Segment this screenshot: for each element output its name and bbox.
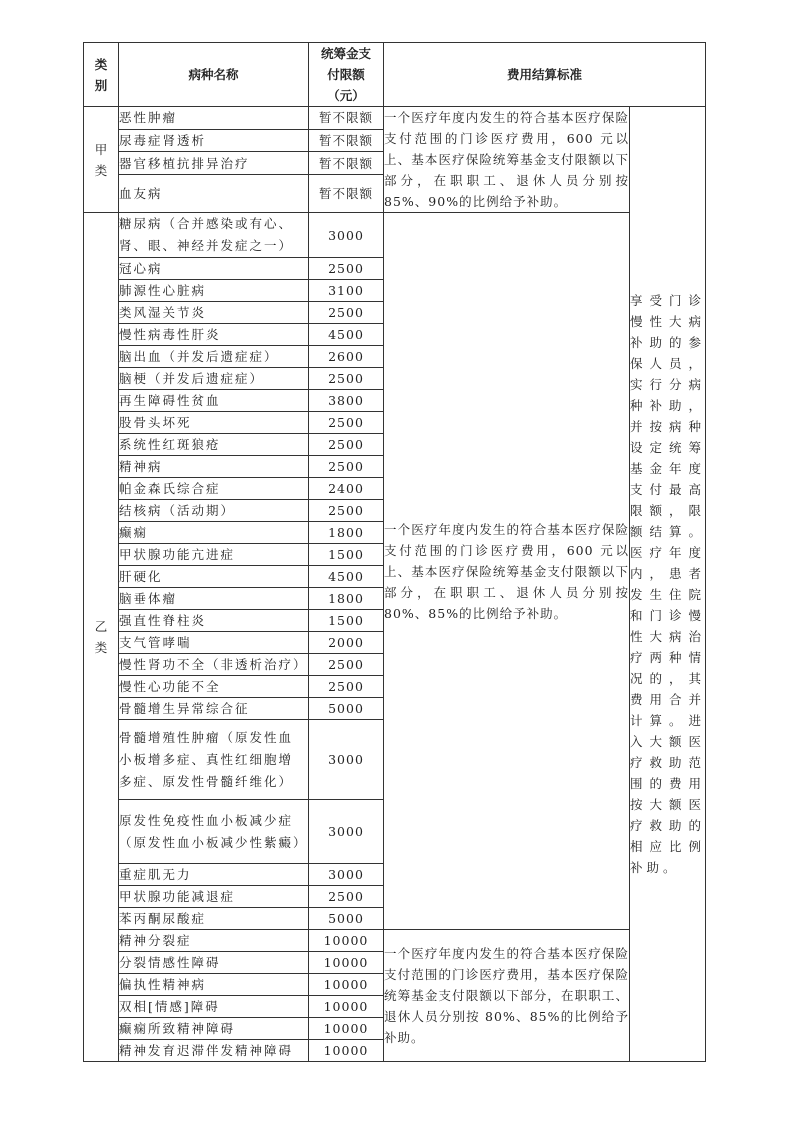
disease-name: 癫痫所致精神障碍 [119,1018,309,1040]
payment-limit: 2500 [309,500,384,522]
disease-name: 脑出血（并发后遗症症） [119,346,309,368]
disease-name: 类风湿关节炎 [119,302,309,324]
disease-name: 精神发育迟滞伴发精神障碍 [119,1040,309,1062]
disease-name: 慢性心功能不全 [119,676,309,698]
table-row [84,213,706,258]
payment-limit: 2500 [309,456,384,478]
header-disease-name: 病种名称 [119,43,309,107]
payment-limit: 1800 [309,588,384,610]
payment-limit: 10000 [309,996,384,1018]
disease-name: 甲状腺功能亢进症 [119,544,309,566]
payment-limit: 10000 [309,930,384,952]
payment-limit: 1500 [309,544,384,566]
disease-name: 骨髓增殖性肿瘤（原发性血小板增多症、真性红细胞增多症、原发性骨髓纤维化） [119,720,309,800]
disease-name: 脑梗（并发后遗症症） [119,368,309,390]
payment-limit: 10000 [309,1018,384,1040]
disease-name: 慢性肾功不全（非透析治疗） [119,654,309,676]
disease-name: 股骨头坏死 [119,412,309,434]
disease-name: 恶性肿瘤 [119,107,309,130]
disease-name: 原发性免疫性血小板减少症（原发性血小板减少性紫癜） [119,800,309,864]
disease-name: 糖尿病（合并感染或有心、肾、眼、神经并发症之一） [119,213,309,258]
payment-limit: 4500 [309,324,384,346]
header-limit: 统筹金支付限额（元） [309,43,384,107]
payment-limit: 2400 [309,478,384,500]
payment-limit: 2600 [309,346,384,368]
payment-limit: 3800 [309,390,384,412]
table-row [84,930,706,952]
disease-name: 再生障碍性贫血 [119,390,309,412]
payment-limit: 1500 [309,610,384,632]
payment-limit: 3000 [309,213,384,258]
disease-name: 精神病 [119,456,309,478]
payment-limit: 2500 [309,368,384,390]
disease-name: 肺源性心脏病 [119,280,309,302]
disease-name: 苯丙酮尿酸症 [119,908,309,930]
disease-name: 双相[情感]障碍 [119,996,309,1018]
payment-limit: 10000 [309,952,384,974]
payment-limit: 暂不限额 [309,174,384,212]
payment-limit: 2500 [309,412,384,434]
category-cell: 甲类 [84,107,119,213]
settlement-standard: 一个医疗年度内发生的符合基本医疗保险支付范围的门诊医疗费用，600 元以上、基本医疗保险统筹基金支付限额以下部分，在职职工、退休人员分别按85%、90%的比例给予补助。 [384,107,630,213]
payment-limit: 暂不限额 [309,152,384,175]
payment-limit: 10000 [309,974,384,996]
disease-name: 慢性病毒性肝炎 [119,324,309,346]
payment-limit: 2500 [309,258,384,280]
disease-name: 偏执性精神病 [119,974,309,996]
disease-name: 冠心病 [119,258,309,280]
payment-limit: 3000 [309,720,384,800]
disease-name: 脑垂体瘤 [119,588,309,610]
disease-name: 重症肌无力 [119,864,309,886]
disease-name: 癫痫 [119,522,309,544]
disease-name: 血友病 [119,174,309,212]
settlement-standard: 一个医疗年度内发生的符合基本医疗保险支付范围的门诊医疗费用，600 元以上、基本医疗保险统筹基金支付限额以下部分，在职职工、退休人员分别按80%、85%的比例给予补助。 [384,213,630,930]
table-row [84,107,706,130]
disease-name: 强直性脊柱炎 [119,610,309,632]
payment-limit: 暂不限额 [309,107,384,130]
payment-limit: 2500 [309,654,384,676]
category-cell: 乙类 [84,213,119,1062]
disease-name: 帕金森氏综合症 [119,478,309,500]
header-standard: 费用结算标准 [384,43,706,107]
payment-limit: 2500 [309,676,384,698]
payment-limit: 3100 [309,280,384,302]
payment-limit: 2500 [309,886,384,908]
payment-limit: 5000 [309,698,384,720]
disease-name: 系统性红斑狼疮 [119,434,309,456]
disease-name: 骨髓增生异常综合征 [119,698,309,720]
payment-limit: 10000 [309,1040,384,1062]
payment-limit: 2500 [309,302,384,324]
payment-limit: 2500 [309,434,384,456]
disease-name: 支气管哮喘 [119,632,309,654]
disease-name: 精神分裂症 [119,930,309,952]
disease-reimbursement-table [83,42,706,1062]
side-note: 享受门诊慢性大病补助的参保人员，实行分病种补助，并按病种设定统筹基金年度支付最高限额，限额结算。医疗年度内，患者发生住院和门诊慢性大病治疗两种情况的，其费用合并计算。进入大额医疗救助范围的费用按大额医疗救助的相应比例补助。 [630,107,706,1062]
disease-name: 尿毒症肾透析 [119,129,309,152]
payment-limit: 3000 [309,864,384,886]
disease-name: 结核病（活动期） [119,500,309,522]
payment-limit: 2000 [309,632,384,654]
disease-name: 器官移植抗排异治疗 [119,152,309,175]
payment-limit: 暂不限额 [309,129,384,152]
payment-limit: 5000 [309,908,384,930]
disease-name: 甲状腺功能减退症 [119,886,309,908]
payment-limit: 4500 [309,566,384,588]
payment-limit: 1800 [309,522,384,544]
settlement-standard-psychiatric: 一个医疗年度内发生的符合基本医疗保险支付范围的门诊医疗费用，基本医疗保险统筹基金支付限额以下部分，在职职工、退休人员分别按 80%、85%的比例给予补助。 [384,930,630,1062]
disease-name: 分裂情感性障碍 [119,952,309,974]
disease-name: 肝硬化 [119,566,309,588]
header-category: 类别 [84,43,119,107]
payment-limit: 3000 [309,800,384,864]
